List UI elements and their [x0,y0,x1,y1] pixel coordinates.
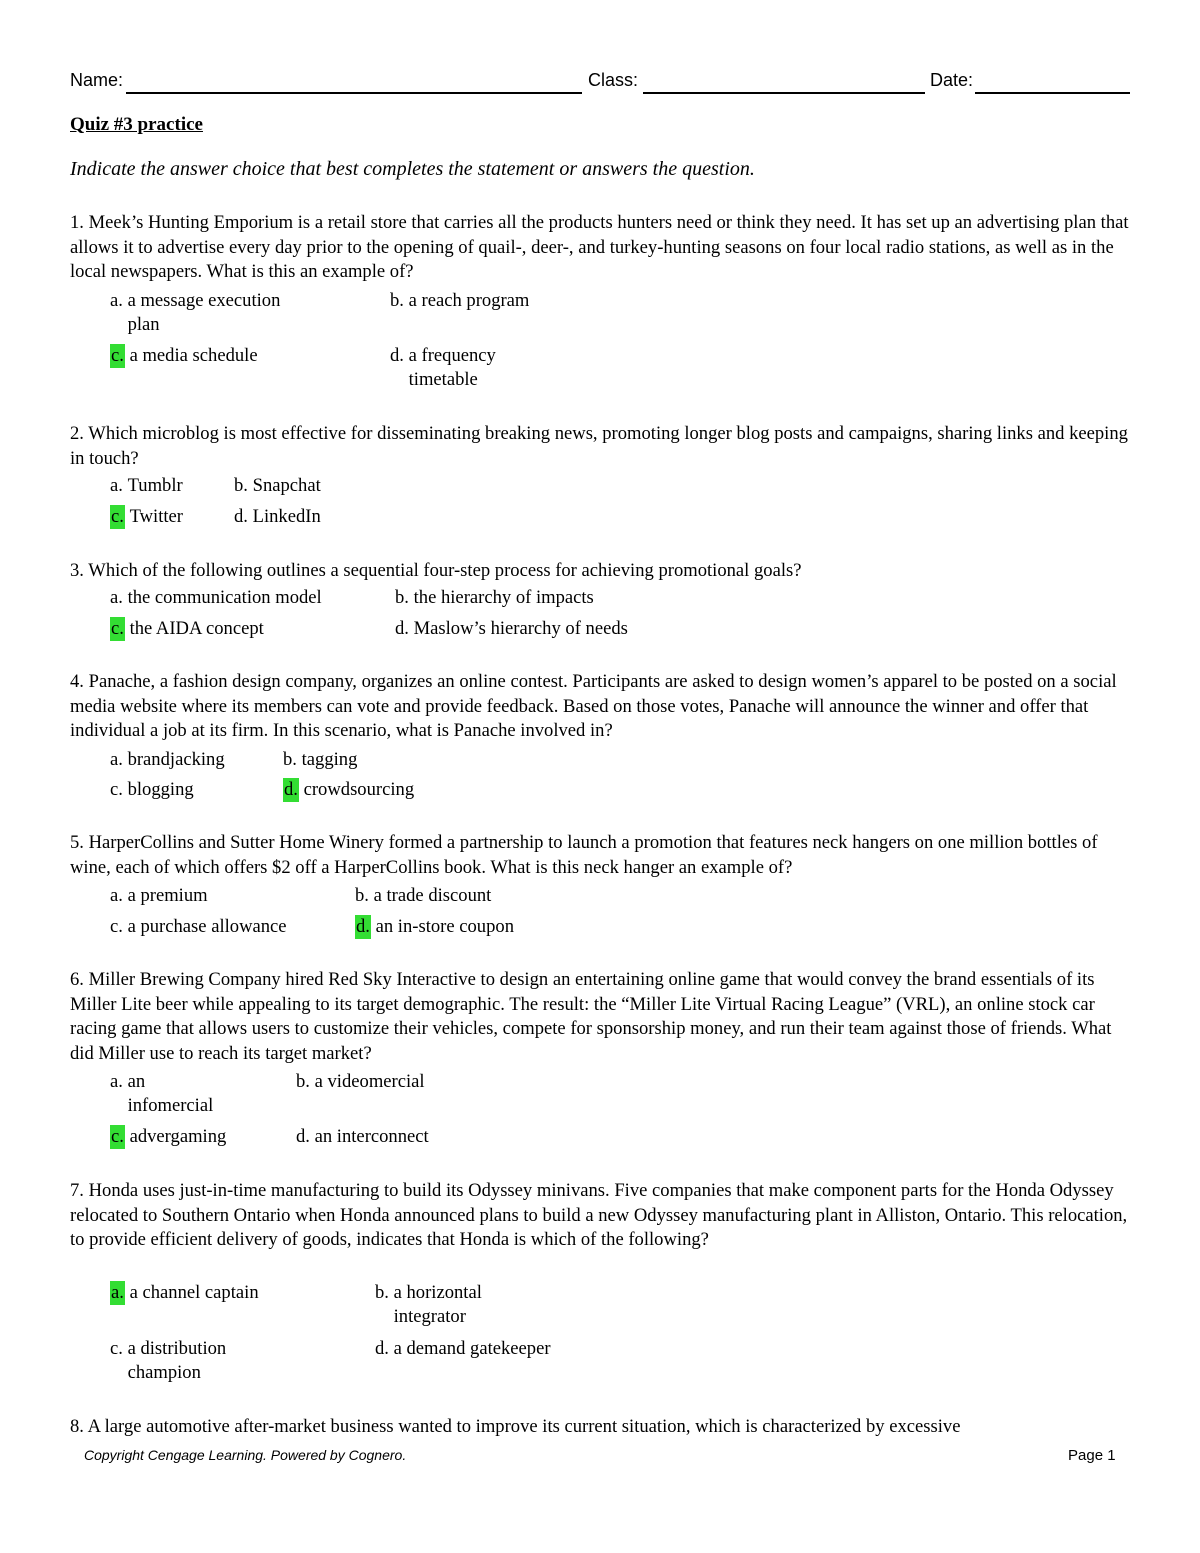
option-letter: b. [283,749,297,770]
option-letter: b. [355,885,369,906]
class-line [643,92,925,94]
option-text: Snapchat [252,475,321,496]
answer-highlight: d. [356,916,370,937]
option-text: an in-store coupon [375,916,514,937]
question-4-option-d[interactable] [283,778,414,802]
option-letter: a. [110,475,123,496]
question-number: 5. [70,832,84,853]
question-3-option-b[interactable] [395,586,594,610]
question-7 [70,1179,1135,1253]
option-text: a media schedule [129,345,258,366]
question-number: 1. [70,212,84,233]
question-7-option-c[interactable] [110,1337,253,1385]
option-text: tagging [301,749,358,770]
question-4-option-c[interactable] [110,778,194,802]
option-letter: c. [110,1338,123,1359]
option-text: a horizontal integrator [393,1282,482,1327]
question-2-option-c[interactable] [110,505,183,529]
question-2-option-b[interactable] [234,474,321,498]
question-text: Panache, a fashion design company, organizes an online contest. Participants are asked to design women’s apparel to be posted on a social media website where its members can vote and provide feedback. Based on those votes, Panache will announce the winner and offer that individual a job at its firm. In this scenario, what is Panache involved in? [70,671,1117,742]
footer-copyright: Copyright Cengage Learning. Powered by Cognero. [84,1447,407,1463]
answer-highlight: a. [111,1282,124,1303]
question-1-option-c[interactable] [110,344,258,368]
question-2 [70,422,1135,471]
option-letter: b. [395,587,409,608]
option-text: advergaming [129,1126,227,1147]
question-5-option-c[interactable] [110,915,287,939]
question-number: 7. [70,1180,84,1201]
question-8 [70,1415,1135,1440]
answer-highlight: c. [111,618,124,639]
question-7-option-a[interactable] [110,1281,259,1305]
question-number: 2. [70,423,84,444]
option-text: crowdsourcing [303,779,415,800]
option-text: the AIDA concept [129,618,264,639]
question-5-option-b[interactable] [355,884,491,908]
instructions: Indicate the answer choice that best completes the statement or answers the question. [70,158,755,180]
option-text: an interconnect [314,1126,429,1147]
option-letter: a. [110,1071,123,1092]
name-line [126,92,582,94]
option-text: a premium [127,885,208,906]
option-letter: d. [234,506,248,527]
option-text: a videomercial [314,1071,425,1092]
header-fields [70,70,1130,96]
question-6 [70,968,1135,1066]
option-text: a demand gatekeeper [393,1338,551,1359]
option-letter: c. [110,916,123,937]
option-letter: d. [375,1338,389,1359]
question-text: Which microblog is most effective for disseminating breaking news, promoting longer blog posts and campaigns, sharing links and keeping in touch? [70,423,1128,469]
option-text: a message execution plan [127,290,281,335]
option-text: a purchase allowance [127,916,287,937]
option-text: the communication model [127,587,322,608]
option-letter: b. [390,290,404,311]
option-letter: b. [234,475,248,496]
question-6-option-b[interactable] [296,1070,425,1094]
option-text: Twitter [129,506,183,527]
option-text: a reach program [408,290,530,311]
question-6-option-c[interactable] [110,1125,226,1149]
question-5 [70,831,1135,880]
question-1 [70,211,1135,285]
option-text: blogging [127,779,194,800]
option-text: brandjacking [127,749,225,770]
question-1-option-a[interactable] [110,289,313,337]
question-number: 6. [70,969,84,990]
question-2-option-a[interactable] [110,474,183,498]
option-text: a trade discount [373,885,492,906]
class-label: Class: [588,70,639,90]
question-4-option-b[interactable] [283,748,357,772]
option-letter: d. [296,1126,310,1147]
option-letter: a. [110,885,123,906]
option-letter: b. [296,1071,310,1092]
question-5-option-d[interactable] [355,915,514,939]
question-text: Which of the following outlines a sequential four-step process for achieving promotional goals? [88,560,802,581]
option-text: an infomercial [127,1071,214,1116]
option-text: a distribution champion [127,1338,227,1383]
question-5-option-a[interactable] [110,884,208,908]
question-3-option-c[interactable] [110,617,264,641]
answer-highlight: c. [111,1126,124,1147]
question-3 [70,559,1135,584]
question-6-option-d[interactable] [296,1125,429,1149]
question-3-option-a[interactable] [110,586,322,610]
option-letter: a. [110,587,123,608]
question-4 [70,670,1135,744]
question-7-option-d[interactable] [375,1337,551,1361]
option-letter: a. [110,749,123,770]
question-number: 8. [70,1416,84,1437]
option-letter: d. [390,345,404,366]
question-6-option-a[interactable] [110,1070,233,1118]
question-3-option-d[interactable] [395,617,628,641]
page-title: Quiz #3 practice [70,114,203,135]
question-number: 4. [70,671,84,692]
question-7-option-b[interactable] [375,1281,504,1329]
question-1-option-b[interactable] [390,289,529,313]
option-text: LinkedIn [252,506,321,527]
name-label: Name: [70,70,124,90]
option-text: a channel captain [129,1282,259,1303]
question-text: A large automotive after-market business wanted to improve its current situation, which is characterized by excessive [87,1416,961,1437]
option-text: Tumblr [127,475,183,496]
question-text: HarperCollins and Sutter Home Winery formed a partnership to launch a promotion that features neck hangers on one million bottles of wine, each of which offers $2 off a HarperCollins book. What is this neck hanger an example of? [70,832,1098,878]
question-number: 3. [70,560,84,581]
option-text: Maslow’s hierarchy of needs [413,618,628,639]
option-text: the hierarchy of impacts [413,587,594,608]
answer-highlight: d. [284,779,298,800]
option-letter: b. [375,1282,389,1303]
question-text: Miller Brewing Company hired Red Sky Interactive to design an entertaining online game that would convey the brand essentials of its Miller Lite beer while appealing to its target demographic. The result: the “Miller Lite Virtual Racing League” (VRL), an online stock car racing game that allows users to customize their vehicles, compete for sponsorship money, and run their team against those of friends. What did Miller use to reach its target market? [70,969,1112,1064]
answer-highlight: c. [111,345,124,366]
date-label: Date: [930,70,974,90]
question-2-option-d[interactable] [234,505,321,529]
question-text: Honda uses just-in-time manufacturing to build its Odyssey minivans. Five companies that make component parts for the Honda Odyssey relocated to Southern Ontario when Honda announced plans to build a new Odyssey manufacturing plant in Alliston, Ontario. This relocation, to provide efficient delivery of goods, indicates that Honda is which of the following? [70,1180,1128,1251]
question-1-option-d[interactable] [390,344,519,392]
page-number: Page 1 [1068,1447,1116,1464]
option-text: a frequency timetable [408,345,496,390]
option-letter: c. [110,779,123,800]
option-letter: d. [395,618,409,639]
date-line [975,92,1130,94]
answer-highlight: c. [111,506,124,527]
question-text: Meek’s Hunting Emporium is a retail store that carries all the products hunters need or think they need. It has set up an advertising plan that allows it to advertise every day prior to the opening of quail-, deer-, and turkey-hunting seasons on four local radio stations, as well as in the local newspapers. What is this an example of? [70,212,1129,283]
option-letter: a. [110,290,123,311]
question-4-option-a[interactable] [110,748,225,772]
